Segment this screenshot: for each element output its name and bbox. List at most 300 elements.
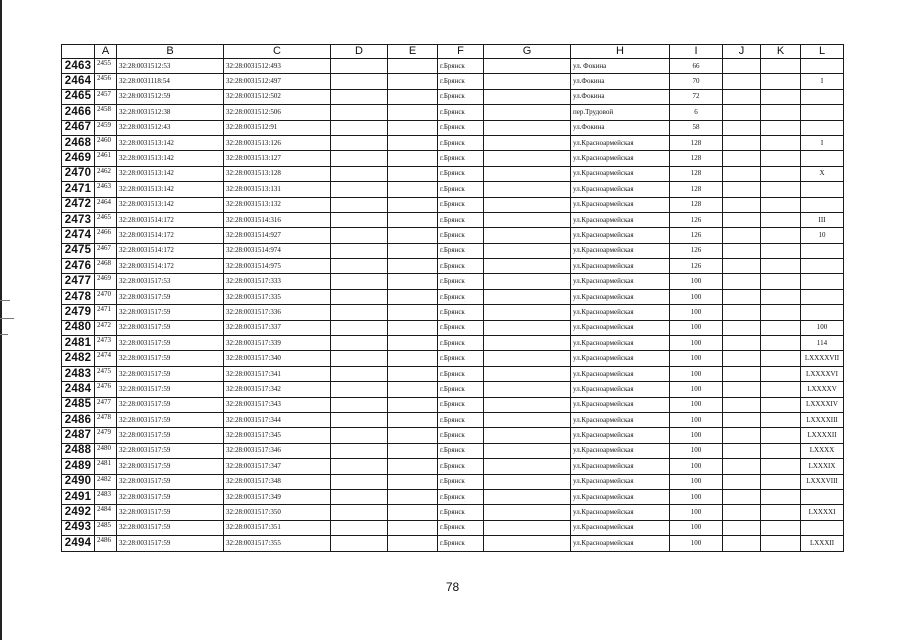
cell-l[interactable]: LXXXXV bbox=[801, 382, 844, 397]
cell-d[interactable] bbox=[331, 135, 388, 150]
cell-i[interactable]: 66 bbox=[670, 59, 723, 74]
cell-l[interactable] bbox=[801, 105, 844, 120]
cell-k[interactable] bbox=[761, 474, 801, 489]
cell-b[interactable]: 32:28:0031512:43 bbox=[117, 120, 224, 135]
cell-j[interactable] bbox=[723, 228, 761, 243]
cell-l[interactable]: LXXXXVII bbox=[801, 351, 844, 366]
cell-f[interactable]: г.Брянск bbox=[438, 305, 484, 320]
cell-k[interactable] bbox=[761, 505, 801, 520]
cell-h[interactable]: ул. Фокина bbox=[571, 59, 670, 74]
cell-e[interactable] bbox=[388, 212, 438, 227]
cell-i[interactable]: 100 bbox=[670, 382, 723, 397]
cell-k[interactable] bbox=[761, 197, 801, 212]
cell-c[interactable]: 32:28:0031517:350 bbox=[224, 505, 331, 520]
cell-e[interactable] bbox=[388, 259, 438, 274]
cell-a[interactable]: 2485 bbox=[95, 520, 117, 535]
row-number[interactable]: 2467 bbox=[62, 120, 95, 135]
cell-l[interactable] bbox=[801, 182, 844, 197]
cell-h[interactable]: ул.Красноармейская bbox=[571, 443, 670, 458]
cell-j[interactable] bbox=[723, 505, 761, 520]
column-header-corner[interactable] bbox=[62, 45, 95, 59]
cell-i[interactable]: 100 bbox=[670, 474, 723, 489]
cell-d[interactable] bbox=[331, 197, 388, 212]
cell-h[interactable]: ул.Красноармейская bbox=[571, 459, 670, 474]
cell-c[interactable]: 32:28:0031517:336 bbox=[224, 305, 331, 320]
cell-c[interactable]: 32:28:0031517:340 bbox=[224, 351, 331, 366]
cell-j[interactable] bbox=[723, 397, 761, 412]
cell-e[interactable] bbox=[388, 351, 438, 366]
cell-h[interactable]: ул.Красноармейская bbox=[571, 397, 670, 412]
cell-d[interactable] bbox=[331, 366, 388, 381]
cell-g[interactable] bbox=[484, 259, 571, 274]
row-number[interactable]: 2491 bbox=[62, 489, 95, 504]
cell-h[interactable]: ул.Красноармейская bbox=[571, 474, 670, 489]
cell-a[interactable]: 2477 bbox=[95, 397, 117, 412]
cell-i[interactable]: 70 bbox=[670, 74, 723, 89]
cell-j[interactable] bbox=[723, 59, 761, 74]
cell-c[interactable]: 32:28:0031513:131 bbox=[224, 182, 331, 197]
cell-d[interactable] bbox=[331, 151, 388, 166]
cell-l[interactable]: LXXXXI bbox=[801, 505, 844, 520]
cell-c[interactable]: 32:28:0031517:339 bbox=[224, 336, 331, 351]
cell-b[interactable]: 32:28:0031512:59 bbox=[117, 89, 224, 104]
cell-a[interactable]: 2483 bbox=[95, 489, 117, 504]
cell-l[interactable]: LXXXX bbox=[801, 443, 844, 458]
cell-b[interactable]: 32:28:0031517:59 bbox=[117, 489, 224, 504]
column-header-l[interactable]: L bbox=[801, 45, 844, 59]
cell-f[interactable]: г.Брянск bbox=[438, 320, 484, 335]
cell-k[interactable] bbox=[761, 336, 801, 351]
cell-e[interactable] bbox=[388, 151, 438, 166]
cell-l[interactable] bbox=[801, 289, 844, 304]
cell-i[interactable]: 128 bbox=[670, 135, 723, 150]
cell-k[interactable] bbox=[761, 459, 801, 474]
column-header-h[interactable]: H bbox=[571, 45, 670, 59]
cell-i[interactable]: 126 bbox=[670, 243, 723, 258]
cell-f[interactable]: г.Брянск bbox=[438, 397, 484, 412]
cell-h[interactable]: ул.Красноармейская bbox=[571, 382, 670, 397]
cell-l[interactable]: 114 bbox=[801, 336, 844, 351]
cell-b[interactable]: 32:28:0031513:142 bbox=[117, 135, 224, 150]
cell-k[interactable] bbox=[761, 105, 801, 120]
cell-h[interactable]: ул.Красноармейская bbox=[571, 489, 670, 504]
cell-l[interactable]: 100 bbox=[801, 320, 844, 335]
row-number[interactable]: 2480 bbox=[62, 320, 95, 335]
row-number[interactable]: 2474 bbox=[62, 228, 95, 243]
row-number[interactable]: 2464 bbox=[62, 74, 95, 89]
cell-a[interactable]: 2471 bbox=[95, 305, 117, 320]
cell-h[interactable]: ул.Фокина bbox=[571, 89, 670, 104]
cell-h[interactable]: ул.Красноармейская bbox=[571, 151, 670, 166]
cell-i[interactable]: 100 bbox=[670, 274, 723, 289]
cell-d[interactable] bbox=[331, 289, 388, 304]
cell-j[interactable] bbox=[723, 305, 761, 320]
cell-l[interactable] bbox=[801, 489, 844, 504]
cell-j[interactable] bbox=[723, 135, 761, 150]
cell-l[interactable]: LXXXXIII bbox=[801, 412, 844, 427]
cell-h[interactable]: ул.Красноармейская bbox=[571, 228, 670, 243]
cell-j[interactable] bbox=[723, 197, 761, 212]
cell-e[interactable] bbox=[388, 89, 438, 104]
cell-l[interactable]: X bbox=[801, 166, 844, 181]
cell-c[interactable]: 32:28:0031517:355 bbox=[224, 536, 331, 551]
cell-k[interactable] bbox=[761, 120, 801, 135]
cell-g[interactable] bbox=[484, 489, 571, 504]
cell-b[interactable]: 32:28:0031517:59 bbox=[117, 428, 224, 443]
cell-h[interactable]: ул.Красноармейская bbox=[571, 243, 670, 258]
cell-k[interactable] bbox=[761, 89, 801, 104]
cell-f[interactable]: г.Брянск bbox=[438, 89, 484, 104]
cell-d[interactable] bbox=[331, 228, 388, 243]
cell-h[interactable]: ул.Красноармейская bbox=[571, 412, 670, 427]
column-header-a[interactable]: A bbox=[95, 45, 117, 59]
cell-g[interactable] bbox=[484, 89, 571, 104]
cell-h[interactable]: пер.Трудовой bbox=[571, 105, 670, 120]
cell-k[interactable] bbox=[761, 366, 801, 381]
column-header-c[interactable]: C bbox=[224, 45, 331, 59]
cell-j[interactable] bbox=[723, 320, 761, 335]
column-header-j[interactable]: J bbox=[723, 45, 761, 59]
cell-g[interactable] bbox=[484, 443, 571, 458]
cell-c[interactable]: 32:28:0031514:974 bbox=[224, 243, 331, 258]
cell-h[interactable]: ул.Красноармейская bbox=[571, 536, 670, 551]
cell-e[interactable] bbox=[388, 443, 438, 458]
cell-c[interactable]: 32:28:0031517:345 bbox=[224, 428, 331, 443]
cell-e[interactable] bbox=[388, 459, 438, 474]
cell-i[interactable]: 100 bbox=[670, 443, 723, 458]
cell-e[interactable] bbox=[388, 520, 438, 535]
cell-d[interactable] bbox=[331, 243, 388, 258]
cell-a[interactable]: 2470 bbox=[95, 289, 117, 304]
cell-j[interactable] bbox=[723, 89, 761, 104]
cell-e[interactable] bbox=[388, 474, 438, 489]
cell-j[interactable] bbox=[723, 243, 761, 258]
cell-l[interactable]: LXXXXVI bbox=[801, 366, 844, 381]
cell-c[interactable]: 32:28:0031517:349 bbox=[224, 489, 331, 504]
cell-j[interactable] bbox=[723, 274, 761, 289]
cell-d[interactable] bbox=[331, 305, 388, 320]
cell-b[interactable]: 32:28:0031517:59 bbox=[117, 459, 224, 474]
cell-j[interactable] bbox=[723, 536, 761, 551]
cell-g[interactable] bbox=[484, 274, 571, 289]
cell-c[interactable]: 32:28:0031512:91 bbox=[224, 120, 331, 135]
cell-b[interactable]: 32:28:0031517:53 bbox=[117, 274, 224, 289]
cell-i[interactable]: 100 bbox=[670, 428, 723, 443]
column-header-i[interactable]: I bbox=[670, 45, 723, 59]
cell-c[interactable]: 32:28:0031513:126 bbox=[224, 135, 331, 150]
cell-e[interactable] bbox=[388, 397, 438, 412]
cell-a[interactable]: 2467 bbox=[95, 243, 117, 258]
cell-g[interactable] bbox=[484, 320, 571, 335]
cell-a[interactable]: 2463 bbox=[95, 182, 117, 197]
cell-j[interactable] bbox=[723, 212, 761, 227]
cell-d[interactable] bbox=[331, 520, 388, 535]
cell-c[interactable]: 32:28:0031517:337 bbox=[224, 320, 331, 335]
cell-g[interactable] bbox=[484, 151, 571, 166]
cell-d[interactable] bbox=[331, 428, 388, 443]
cell-f[interactable]: г.Брянск bbox=[438, 59, 484, 74]
row-number[interactable]: 2475 bbox=[62, 243, 95, 258]
cell-d[interactable] bbox=[331, 536, 388, 551]
cell-b[interactable]: 32:28:0031517:59 bbox=[117, 289, 224, 304]
cell-h[interactable]: ул.Красноармейская bbox=[571, 305, 670, 320]
cell-k[interactable] bbox=[761, 151, 801, 166]
cell-f[interactable]: г.Брянск bbox=[438, 74, 484, 89]
cell-k[interactable] bbox=[761, 212, 801, 227]
cell-g[interactable] bbox=[484, 289, 571, 304]
cell-a[interactable]: 2474 bbox=[95, 351, 117, 366]
cell-i[interactable]: 100 bbox=[670, 305, 723, 320]
cell-c[interactable]: 32:28:0031517:347 bbox=[224, 459, 331, 474]
cell-d[interactable] bbox=[331, 212, 388, 227]
cell-k[interactable] bbox=[761, 243, 801, 258]
cell-c[interactable]: 32:28:0031512:502 bbox=[224, 89, 331, 104]
cell-e[interactable] bbox=[388, 166, 438, 181]
column-header-g[interactable]: G bbox=[484, 45, 571, 59]
cell-i[interactable]: 6 bbox=[670, 105, 723, 120]
cell-a[interactable]: 2479 bbox=[95, 428, 117, 443]
cell-b[interactable]: 32:28:0031517:59 bbox=[117, 505, 224, 520]
cell-c[interactable]: 32:28:0031514:975 bbox=[224, 259, 331, 274]
cell-e[interactable] bbox=[388, 243, 438, 258]
cell-c[interactable]: 32:28:0031513:128 bbox=[224, 166, 331, 181]
cell-j[interactable] bbox=[723, 412, 761, 427]
cell-d[interactable] bbox=[331, 336, 388, 351]
cell-j[interactable] bbox=[723, 259, 761, 274]
cell-k[interactable] bbox=[761, 489, 801, 504]
cell-j[interactable] bbox=[723, 428, 761, 443]
cell-l[interactable] bbox=[801, 120, 844, 135]
cell-j[interactable] bbox=[723, 489, 761, 504]
cell-f[interactable]: г.Брянск bbox=[438, 197, 484, 212]
cell-f[interactable]: г.Брянск bbox=[438, 228, 484, 243]
cell-b[interactable]: 32:28:0031513:142 bbox=[117, 151, 224, 166]
cell-h[interactable]: ул.Красноармейская bbox=[571, 520, 670, 535]
cell-l[interactable]: LXXXXIV bbox=[801, 397, 844, 412]
row-number[interactable]: 2481 bbox=[62, 336, 95, 351]
cell-a[interactable]: 2486 bbox=[95, 536, 117, 551]
cell-b[interactable]: 32:28:0031512:53 bbox=[117, 59, 224, 74]
cell-d[interactable] bbox=[331, 105, 388, 120]
cell-k[interactable] bbox=[761, 259, 801, 274]
cell-g[interactable] bbox=[484, 397, 571, 412]
cell-e[interactable] bbox=[388, 289, 438, 304]
cell-c[interactable]: 32:28:0031517:343 bbox=[224, 397, 331, 412]
cell-f[interactable]: г.Брянск bbox=[438, 351, 484, 366]
cell-a[interactable]: 2482 bbox=[95, 474, 117, 489]
cell-h[interactable]: ул.Красноармейская bbox=[571, 366, 670, 381]
row-number[interactable]: 2486 bbox=[62, 412, 95, 427]
cell-d[interactable] bbox=[331, 351, 388, 366]
cell-k[interactable] bbox=[761, 59, 801, 74]
cell-l[interactable] bbox=[801, 89, 844, 104]
cell-d[interactable] bbox=[331, 120, 388, 135]
row-number[interactable]: 2488 bbox=[62, 443, 95, 458]
cell-d[interactable] bbox=[331, 443, 388, 458]
cell-i[interactable]: 100 bbox=[670, 336, 723, 351]
cell-i[interactable]: 100 bbox=[670, 366, 723, 381]
cell-l[interactable]: III bbox=[801, 212, 844, 227]
cell-i[interactable]: 100 bbox=[670, 412, 723, 427]
row-number[interactable]: 2473 bbox=[62, 212, 95, 227]
cell-b[interactable]: 32:28:0031514:172 bbox=[117, 243, 224, 258]
cell-g[interactable] bbox=[484, 505, 571, 520]
cell-b[interactable]: 32:28:0031517:59 bbox=[117, 412, 224, 427]
cell-c[interactable]: 32:28:0031517:346 bbox=[224, 443, 331, 458]
cell-f[interactable]: г.Брянск bbox=[438, 243, 484, 258]
cell-i[interactable]: 100 bbox=[670, 397, 723, 412]
cell-h[interactable]: ул.Красноармейская bbox=[571, 212, 670, 227]
cell-l[interactable]: I bbox=[801, 74, 844, 89]
cell-h[interactable]: ул.Красноармейская bbox=[571, 351, 670, 366]
cell-f[interactable]: г.Брянск bbox=[438, 120, 484, 135]
cell-b[interactable]: 32:28:0031513:142 bbox=[117, 182, 224, 197]
cell-b[interactable]: 32:28:0031513:142 bbox=[117, 166, 224, 181]
cell-d[interactable] bbox=[331, 259, 388, 274]
cell-f[interactable]: г.Брянск bbox=[438, 505, 484, 520]
cell-h[interactable]: ул.Красноармейская bbox=[571, 505, 670, 520]
cell-a[interactable]: 2475 bbox=[95, 366, 117, 381]
cell-e[interactable] bbox=[388, 305, 438, 320]
cell-f[interactable]: г.Брянск bbox=[438, 336, 484, 351]
cell-i[interactable]: 126 bbox=[670, 228, 723, 243]
cell-i[interactable]: 128 bbox=[670, 151, 723, 166]
cell-f[interactable]: г.Брянск bbox=[438, 259, 484, 274]
cell-a[interactable]: 2458 bbox=[95, 105, 117, 120]
row-number[interactable]: 2479 bbox=[62, 305, 95, 320]
cell-g[interactable] bbox=[484, 105, 571, 120]
cell-d[interactable] bbox=[331, 74, 388, 89]
cell-a[interactable]: 2473 bbox=[95, 336, 117, 351]
cell-d[interactable] bbox=[331, 412, 388, 427]
cell-e[interactable] bbox=[388, 382, 438, 397]
cell-j[interactable] bbox=[723, 474, 761, 489]
cell-f[interactable]: г.Брянск bbox=[438, 443, 484, 458]
cell-c[interactable]: 32:28:0031514:316 bbox=[224, 212, 331, 227]
cell-c[interactable]: 32:28:0031517:333 bbox=[224, 274, 331, 289]
cell-i[interactable]: 100 bbox=[670, 351, 723, 366]
cell-a[interactable]: 2457 bbox=[95, 89, 117, 104]
cell-g[interactable] bbox=[484, 197, 571, 212]
cell-e[interactable] bbox=[388, 336, 438, 351]
cell-b[interactable]: 32:28:0031517:59 bbox=[117, 397, 224, 412]
cell-k[interactable] bbox=[761, 351, 801, 366]
cell-f[interactable]: г.Брянск bbox=[438, 459, 484, 474]
cell-c[interactable]: 32:28:0031513:127 bbox=[224, 151, 331, 166]
cell-k[interactable] bbox=[761, 182, 801, 197]
cell-l[interactable] bbox=[801, 305, 844, 320]
cell-f[interactable]: г.Брянск bbox=[438, 474, 484, 489]
cell-k[interactable] bbox=[761, 320, 801, 335]
cell-k[interactable] bbox=[761, 274, 801, 289]
cell-i[interactable]: 72 bbox=[670, 89, 723, 104]
cell-f[interactable]: г.Брянск bbox=[438, 105, 484, 120]
cell-k[interactable] bbox=[761, 135, 801, 150]
cell-i[interactable]: 100 bbox=[670, 536, 723, 551]
cell-f[interactable]: г.Брянск bbox=[438, 382, 484, 397]
cell-c[interactable]: 32:28:0031517:341 bbox=[224, 366, 331, 381]
cell-d[interactable] bbox=[331, 320, 388, 335]
cell-a[interactable]: 2480 bbox=[95, 443, 117, 458]
cell-g[interactable] bbox=[484, 74, 571, 89]
cell-e[interactable] bbox=[388, 274, 438, 289]
cell-b[interactable]: 32:28:0031517:59 bbox=[117, 520, 224, 535]
cell-i[interactable]: 100 bbox=[670, 520, 723, 535]
cell-a[interactable]: 2481 bbox=[95, 459, 117, 474]
cell-a[interactable]: 2476 bbox=[95, 382, 117, 397]
cell-a[interactable]: 2459 bbox=[95, 120, 117, 135]
cell-a[interactable]: 2455 bbox=[95, 59, 117, 74]
cell-h[interactable]: ул.Красноармейская bbox=[571, 197, 670, 212]
cell-g[interactable] bbox=[484, 166, 571, 181]
cell-g[interactable] bbox=[484, 305, 571, 320]
cell-f[interactable]: г.Брянск bbox=[438, 536, 484, 551]
cell-l[interactable] bbox=[801, 259, 844, 274]
cell-g[interactable] bbox=[484, 120, 571, 135]
cell-d[interactable] bbox=[331, 505, 388, 520]
cell-b[interactable]: 32:28:0031514:172 bbox=[117, 212, 224, 227]
column-header-f[interactable]: F bbox=[438, 45, 484, 59]
cell-a[interactable]: 2461 bbox=[95, 151, 117, 166]
cell-i[interactable]: 128 bbox=[670, 182, 723, 197]
row-number[interactable]: 2487 bbox=[62, 428, 95, 443]
column-header-k[interactable]: K bbox=[761, 45, 801, 59]
cell-g[interactable] bbox=[484, 228, 571, 243]
cell-e[interactable] bbox=[388, 428, 438, 443]
cell-c[interactable]: 32:28:0031517:335 bbox=[224, 289, 331, 304]
cell-i[interactable]: 100 bbox=[670, 320, 723, 335]
cell-k[interactable] bbox=[761, 74, 801, 89]
cell-a[interactable]: 2478 bbox=[95, 412, 117, 427]
cell-f[interactable]: г.Брянск bbox=[438, 489, 484, 504]
cell-h[interactable]: ул.Красноармейская bbox=[571, 259, 670, 274]
cell-h[interactable]: ул.Фокина bbox=[571, 120, 670, 135]
cell-d[interactable] bbox=[331, 166, 388, 181]
cell-l[interactable] bbox=[801, 197, 844, 212]
cell-k[interactable] bbox=[761, 382, 801, 397]
cell-e[interactable] bbox=[388, 182, 438, 197]
row-number[interactable]: 2476 bbox=[62, 259, 95, 274]
cell-j[interactable] bbox=[723, 351, 761, 366]
cell-h[interactable]: ул.Красноармейская bbox=[571, 320, 670, 335]
cell-d[interactable] bbox=[331, 397, 388, 412]
cell-e[interactable] bbox=[388, 536, 438, 551]
cell-h[interactable]: ул.Красноармейская bbox=[571, 135, 670, 150]
row-number[interactable]: 2465 bbox=[62, 89, 95, 104]
cell-j[interactable] bbox=[723, 520, 761, 535]
cell-k[interactable] bbox=[761, 536, 801, 551]
cell-c[interactable]: 32:28:0031517:344 bbox=[224, 412, 331, 427]
cell-l[interactable]: LXXXII bbox=[801, 536, 844, 551]
cell-a[interactable]: 2472 bbox=[95, 320, 117, 335]
cell-l[interactable]: LXXXIX bbox=[801, 459, 844, 474]
cell-l[interactable] bbox=[801, 243, 844, 258]
cell-f[interactable]: г.Брянск bbox=[438, 520, 484, 535]
cell-c[interactable]: 32:28:0031512:506 bbox=[224, 105, 331, 120]
cell-g[interactable] bbox=[484, 520, 571, 535]
cell-d[interactable] bbox=[331, 274, 388, 289]
cell-g[interactable] bbox=[484, 336, 571, 351]
cell-a[interactable]: 2469 bbox=[95, 274, 117, 289]
cell-j[interactable] bbox=[723, 105, 761, 120]
cell-b[interactable]: 32:28:0031517:59 bbox=[117, 336, 224, 351]
cell-d[interactable] bbox=[331, 459, 388, 474]
row-number[interactable]: 2492 bbox=[62, 505, 95, 520]
cell-b[interactable]: 32:28:0031514:172 bbox=[117, 228, 224, 243]
row-number[interactable]: 2483 bbox=[62, 366, 95, 381]
cell-i[interactable]: 100 bbox=[670, 505, 723, 520]
cell-f[interactable]: г.Брянск bbox=[438, 274, 484, 289]
